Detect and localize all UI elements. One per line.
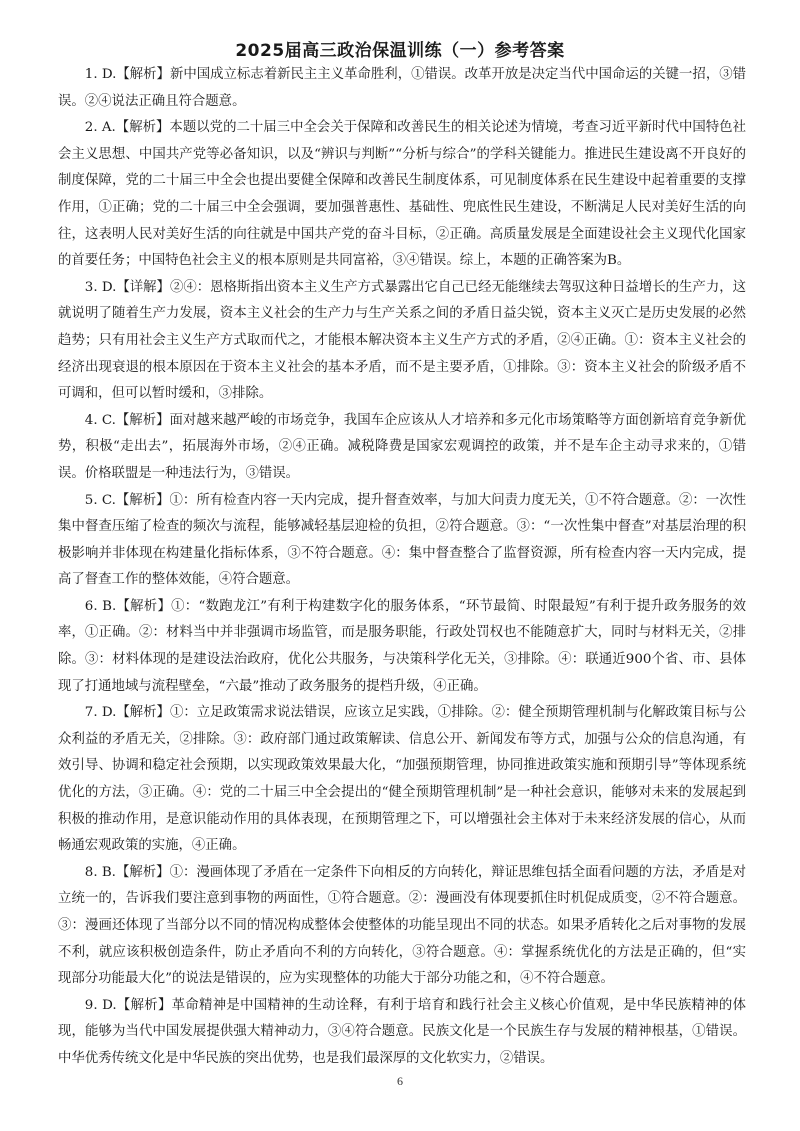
answer-item-7: 7. D.【解析】①：立足政策需求说法错误，应该立足实践，①排除。②：健全预期管理机制与化解政策目标与公众利益的矛盾无关，②排除。③：政府部门通过政策解读、信息公开、新闻发布等方式，加强与公众的信息沟通，有效引导、协调和稳定社会预期，以实现政策效果最大化，“加强预期管理，协同推进政策实施和预期引导”等体现系统优化的方法，③正确。④：党的二十届三中全会提出的“健全预期管理机制”是一种社会意识，能够对未来的发展起到积极的推动作用，是意识能动作用的具体表现，在预期管理之下，可以增强社会主体对于未来经济发展的信心，从而畅通宏观政策的实施，④正确。: [58, 705, 746, 854]
answer-list: [58, 62, 746, 1073]
answer-item-6: 6. B.【解析】①：“数跑龙江”有利于构建数字化的服务体系，“环节最简、时限最短”有利于提升政务服务的效率，①正确。②：材料当中并非强调市场监管，而是服务职能，行政处罚权也不能随意扩大，同时与材料无关，②排除。③：材料体现的是建设法治政府，优化公共服务，与决策科学化无关，③排除。④：联通近900个省、市、县体现了打通地域与流程壁垒，“六最”推动了政务服务的提档升级，④正确。: [58, 598, 746, 694]
answer-item-1: 1. D.【解析】新中国成立标志着新民主主义革命胜利，①错误。改革开放是决定当代中国命运的关键一招，③错误。②④说法正确且符合题意。: [58, 67, 746, 109]
answer-item-3: 3. D.【详解】②④：恩格斯指出资本主义生产方式暴露出它自己已经无能继续去驾驭这种日益增长的生产力，这就说明了随着生产力发展，资本主义社会的生产力与生产关系之间的矛盾日益尖锐，资本主义灭亡是历史发展的必然趋势；只有用社会主义生产方式取而代之，才能根本解决资本主义生产方式的矛盾，②④正确。①：资本主义社会的经济出现衰退的根本原因在于资本主义社会的基本矛盾，而不是主要矛盾，①排除。③：资本主义社会的阶级矛盾不可调和，但可以暂时缓和，③排除。: [58, 279, 746, 402]
answer-item-9: 9. D.【解析】革命精神是中国精神的生动诠释，有利于培育和践行社会主义核心价值观，是中华民族精神的体现，能够为当代中国发展提供强大精神动力，③④符合题意。民族文化是一个民族生存与发展的精神根基，①错误。中华优秀传统文化是中华民族的突出优势，也是我们最深厚的文化软实力，②错误。: [58, 997, 746, 1066]
answer-item-5: 5. C.【解析】①：所有检查内容一天内完成，提升督查效率，与加大问责力度无关，①不符合题意。②：一次性集中督查压缩了检查的频次与流程，能够减轻基层迎检的负担，②符合题意。③：“一次性集中督查”对基层治理的积极影响并非体现在构建量化指标体系，③不符合题意。④：集中督查整合了监督资源，所有检查内容一天内完成，提高了督查工作的整体效能，④符合题意。: [58, 492, 746, 588]
answer-item-2: 2. A.【解析】本题以党的二十届三中全会关于保障和改善民生的相关论述为情境，考查习近平新时代中国特色社会主义思想、中国共产党等必备知识，以及“辨识与判断”“分析与综合”的学科关键能力。推进民生建设离不开良好的制度保障，党的二十届三中全会也提出要健全保障和改善民生制度体系，可见制度体系在民生建设中起着重要的支撑作用，①正确；党的二十届三中全会强调，要加强普惠性、基础性、兜底性民生建设，不断满足人民对美好生活的向往，这表明人民对美好生活的向往就是中国共产党的奋斗目标，②正确。高质量发展是全面建设社会主义现代化国家的首要任务；中国特色社会主义的根本原则是共同富裕，③④错误。综上，本题的正确答案为B。: [58, 120, 746, 269]
answer-item-8: 8. B.【解析】①：漫画体现了矛盾在一定条件下向相反的方向转化，辩证思维包括全面看问题的方法，矛盾是对立统一的，告诉我们要注意到事物的两面性，①符合题意。②：漫画没有体现要抓住时机促成质变，②不符合题意。③：漫画还体现了当部分以不同的情况构成整体会使整体的功能呈现出不同的状态。如果矛盾转化之后对事物的发展不利，就应该积极创造条件，防止矛盾向不利的方向转化，③符合题意。④：掌握系统优化的方法是正确的，但“实现部分功能最大化”的说法是错误的，应为实现整体的功能大于部分功能之和，④不符合题意。: [58, 864, 746, 987]
document-title: 2025届高三政治保温训练（一）参考答案: [235, 41, 565, 61]
page-number: 6: [397, 1074, 403, 1088]
answer-item-4: 4. C.【解析】面对越来越严峻的市场竞争，我国车企应该从人才培养和多元化市场策略等方面创新培育竞争新优势，积极“走出去”，拓展海外市场，②④正确。减税降费是国家宏观调控的政策，并不是车企主动寻求来的，①错误。价格联盟是一种违法行为，③错误。: [58, 412, 746, 481]
